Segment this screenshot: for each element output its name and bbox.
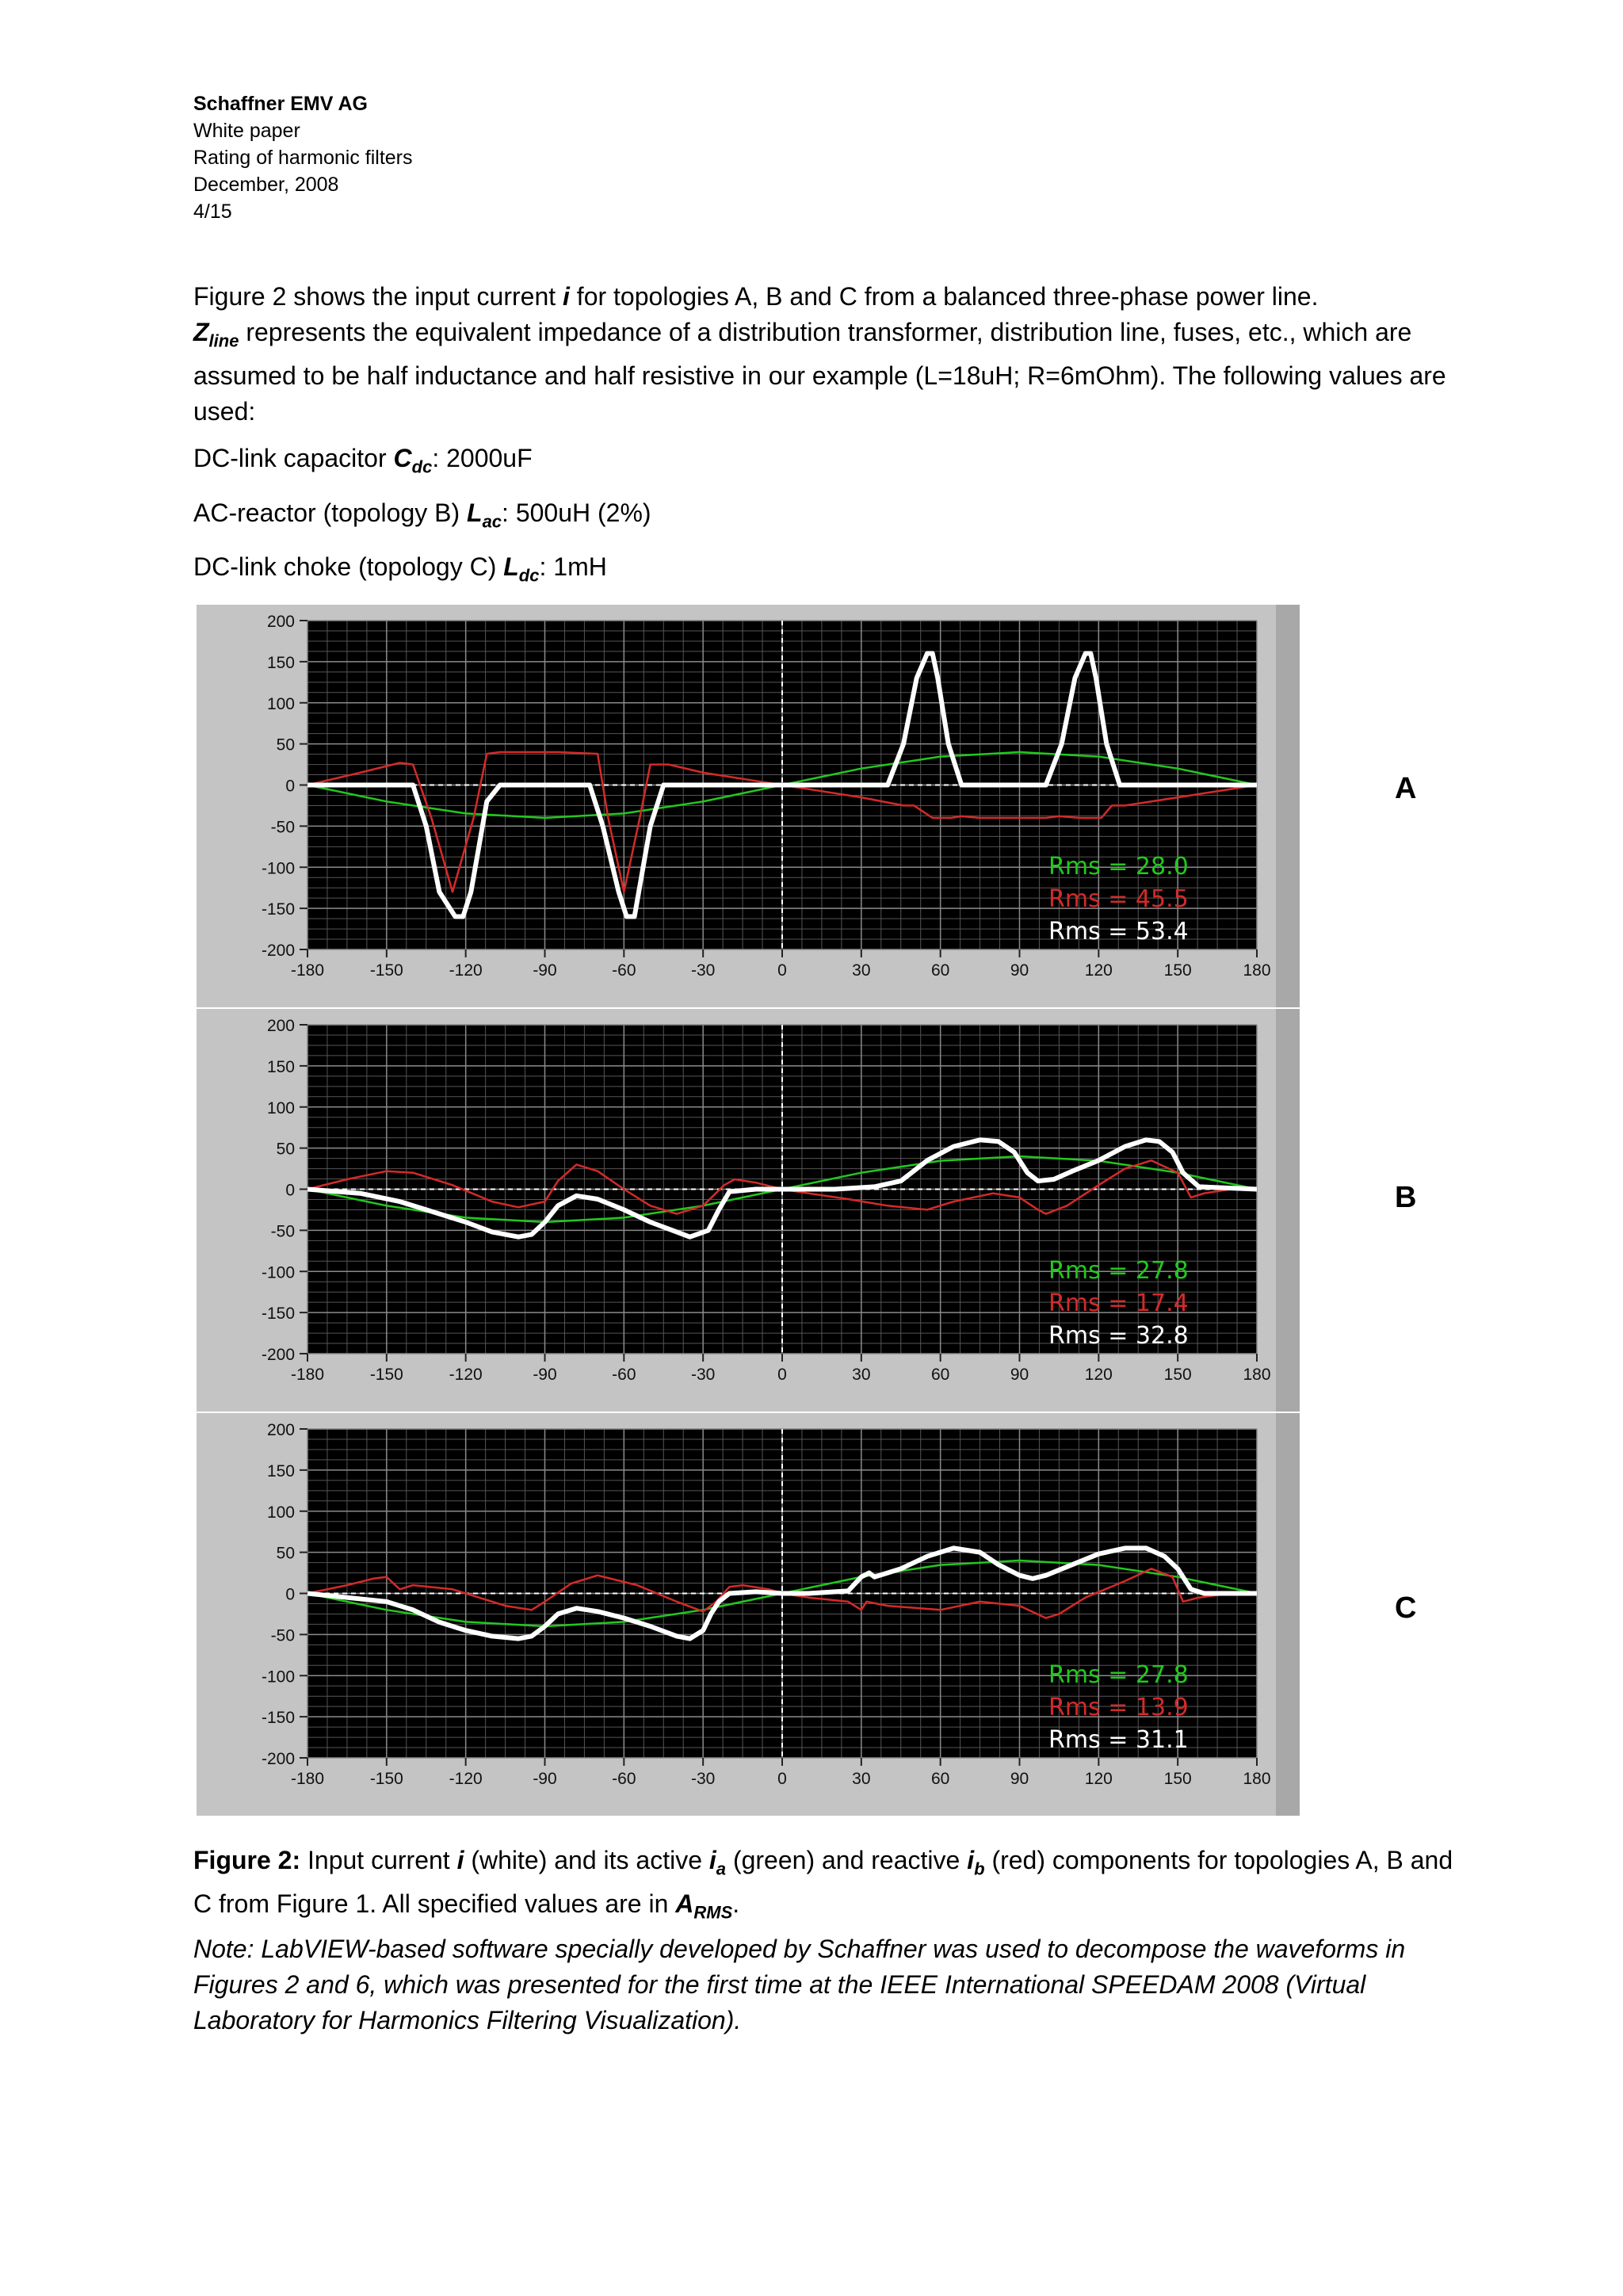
spec-ac-reactor	[193, 495, 651, 539]
caption-symbol-ib-sub: b	[974, 1859, 985, 1879]
y-tick-label: 0	[285, 1585, 295, 1604]
y-tick-label: 150	[266, 1461, 295, 1480]
y-tick-label: -50	[270, 1626, 295, 1645]
panel-side-bar	[1276, 1009, 1300, 1412]
y-tick-label: -200	[261, 942, 295, 960]
rms-label: Rms = 45.5	[1048, 885, 1189, 913]
y-tick-label: 100	[266, 1098, 295, 1117]
rms-label: Rms = 53.4	[1048, 918, 1189, 946]
figure-2-charts	[197, 605, 1300, 1817]
x-tick-label: 120	[1084, 1770, 1113, 1788]
note-paragraph: Note: LabVIEW-based software specially developed by Schaffner was used to decompose the waveforms in Figures 2 and 6, which was presented for the first time at the IEEE International SPEEDAM 2008 (Virtual Laboratory for Harmonics Filtering Visualization).	[193, 1935, 1406, 2034]
y-tick-label: 200	[266, 1421, 295, 1439]
x-tick-label: 120	[1084, 961, 1113, 980]
y-tick-label: -200	[261, 1750, 295, 1768]
x-tick-label: 0	[777, 1366, 787, 1384]
document-date: December, 2008	[193, 174, 339, 196]
caption-symbol-ia: i	[708, 1846, 716, 1874]
x-tick-label: 60	[930, 1366, 950, 1384]
x-tick-label: -90	[533, 961, 557, 980]
x-tick-label: 30	[852, 1366, 871, 1384]
waveform-figure	[197, 605, 1300, 1817]
y-tick-label: 50	[276, 1140, 295, 1159]
x-tick-label: -150	[369, 961, 403, 980]
chart-panel-c	[197, 1413, 1300, 1816]
spec-symbol: C	[393, 444, 412, 472]
panel-label-a: A	[1395, 772, 1417, 805]
y-tick-label: -100	[261, 1668, 295, 1687]
y-tick-label: -200	[261, 1346, 295, 1364]
x-tick-label: 90	[1010, 961, 1029, 980]
y-tick-label: 200	[266, 1017, 295, 1035]
symbol-i: i	[563, 282, 570, 311]
caption-text: .	[732, 1889, 740, 1919]
rms-label: Rms = 28.0	[1048, 853, 1189, 881]
caption-text: (red) components for topologies A, B and C from Figure 1. All specified values are in	[193, 1846, 1453, 1919]
x-tick-label: 180	[1243, 1770, 1271, 1788]
x-tick-label: 120	[1084, 1366, 1113, 1384]
caption-text: (green) and reactive	[726, 1846, 968, 1874]
figure-caption	[193, 1843, 1477, 1931]
x-tick-label: -180	[290, 961, 325, 980]
y-tick-label: -150	[261, 900, 295, 919]
x-tick-label: -150	[369, 1366, 403, 1384]
x-tick-label: -30	[690, 961, 716, 980]
panel-side-bar	[1276, 1413, 1300, 1816]
x-tick-label: -150	[369, 1770, 403, 1788]
x-tick-label: -120	[449, 961, 483, 980]
intro-text-1: Figure 2 shows the input current	[193, 282, 563, 311]
panel-side-bar	[1276, 605, 1300, 1007]
y-tick-label: 50	[276, 1544, 295, 1563]
y-tick-label: -50	[270, 818, 295, 837]
intro-paragraph	[193, 279, 1477, 430]
rms-label: Rms = 32.8	[1048, 1322, 1189, 1350]
x-tick-label: -30	[690, 1366, 716, 1384]
x-tick-label: 180	[1243, 961, 1271, 980]
x-tick-label: -90	[533, 1770, 557, 1788]
x-tick-label: 150	[1163, 1366, 1192, 1384]
rms-label: Rms = 27.8	[1048, 1661, 1189, 1689]
document-title: Rating of harmonic filters	[193, 147, 413, 169]
x-tick-label: 150	[1163, 1770, 1192, 1788]
rms-label: Rms = 17.4	[1048, 1289, 1189, 1317]
intro-text-3: represents the equivalent impedance of a distribution transformer, distribution line, fuses, etc., which are assumed to be half inductance and half resistive in our example (L=18uH; R=6mOhm). The following values are used:	[193, 318, 1446, 426]
y-tick-label: 150	[266, 653, 295, 672]
x-tick-label: 60	[930, 1770, 950, 1788]
spec-value: : 2000uF	[432, 444, 533, 472]
x-tick-label: -90	[533, 1366, 557, 1384]
x-tick-label: 90	[1010, 1366, 1029, 1384]
panel-label-c: C	[1395, 1591, 1417, 1625]
x-tick-label: 0	[777, 961, 787, 980]
spec-capacitor	[193, 441, 533, 484]
x-tick-label: -60	[612, 1366, 636, 1384]
x-tick-label: -120	[449, 1366, 483, 1384]
spec-value: : 1mH	[539, 552, 607, 581]
spec-label: DC-link choke (topology C)	[193, 552, 504, 581]
rms-label: Rms = 27.8	[1048, 1257, 1189, 1285]
spec-symbol-sub: dc	[518, 565, 540, 586]
y-tick-label: 0	[285, 1181, 295, 1200]
x-tick-label: -30	[690, 1770, 716, 1788]
panel-label-b: B	[1395, 1181, 1417, 1214]
x-tick-label: -120	[449, 1770, 483, 1788]
y-tick-label: -50	[270, 1222, 295, 1241]
y-tick-label: -100	[261, 859, 295, 878]
x-tick-label: 180	[1243, 1366, 1271, 1384]
symbol-z-sub: line	[208, 330, 239, 351]
x-tick-label: -180	[290, 1770, 325, 1788]
x-tick-label: 60	[930, 961, 950, 980]
spec-label: AC-reactor (topology B)	[193, 499, 468, 527]
spec-dc-choke	[193, 549, 607, 593]
chart-panel-a	[197, 605, 1300, 1007]
page-number: 4/15	[193, 201, 232, 223]
y-tick-label: 150	[266, 1057, 295, 1076]
intro-text-2: for topologies A, B and C from a balanced three-phase power line.	[569, 282, 1319, 311]
x-tick-label: -60	[612, 1770, 636, 1788]
company-name: Schaffner EMV AG	[193, 93, 368, 115]
y-tick-label: 200	[266, 613, 295, 631]
rms-label: Rms = 31.1	[1048, 1726, 1189, 1754]
caption-unit-sub: RMS	[693, 1902, 733, 1923]
caption-symbol-ia-sub: a	[716, 1859, 727, 1879]
spec-symbol-sub: ac	[482, 511, 502, 532]
x-tick-label: 150	[1163, 961, 1192, 980]
y-tick-label: 0	[285, 777, 295, 796]
y-tick-label: -150	[261, 1709, 295, 1728]
y-tick-label: -150	[261, 1305, 295, 1324]
x-tick-label: 30	[852, 961, 871, 980]
y-tick-label: 100	[266, 1503, 295, 1522]
caption-symbol-ib: i	[967, 1846, 975, 1874]
caption-symbol-i: i	[456, 1846, 464, 1874]
y-tick-label: 100	[266, 694, 295, 713]
caption-label: Figure 2:	[193, 1846, 301, 1874]
spec-symbol: L	[503, 552, 519, 581]
spec-value: : 500uH (2%)	[502, 499, 651, 527]
rms-label: Rms = 13.9	[1048, 1694, 1189, 1721]
x-tick-label: 0	[777, 1770, 787, 1788]
x-tick-label: -60	[612, 961, 636, 980]
spec-symbol: L	[467, 499, 483, 527]
spec-label: DC-link capacitor	[193, 444, 394, 472]
y-tick-label: -100	[261, 1263, 295, 1282]
document-header	[193, 90, 413, 225]
document-type: White paper	[193, 120, 300, 142]
x-tick-label: 90	[1010, 1770, 1029, 1788]
caption-text: (white) and its active	[464, 1846, 709, 1874]
caption-text: Input current	[300, 1846, 457, 1874]
spec-symbol-sub: dc	[411, 457, 433, 477]
y-tick-label: 50	[276, 735, 295, 755]
chart-panel-b	[197, 1009, 1300, 1412]
caption-unit: A	[675, 1889, 694, 1919]
x-tick-label: 30	[852, 1770, 871, 1788]
symbol-z: Z	[193, 318, 209, 346]
x-tick-label: -180	[290, 1366, 325, 1384]
